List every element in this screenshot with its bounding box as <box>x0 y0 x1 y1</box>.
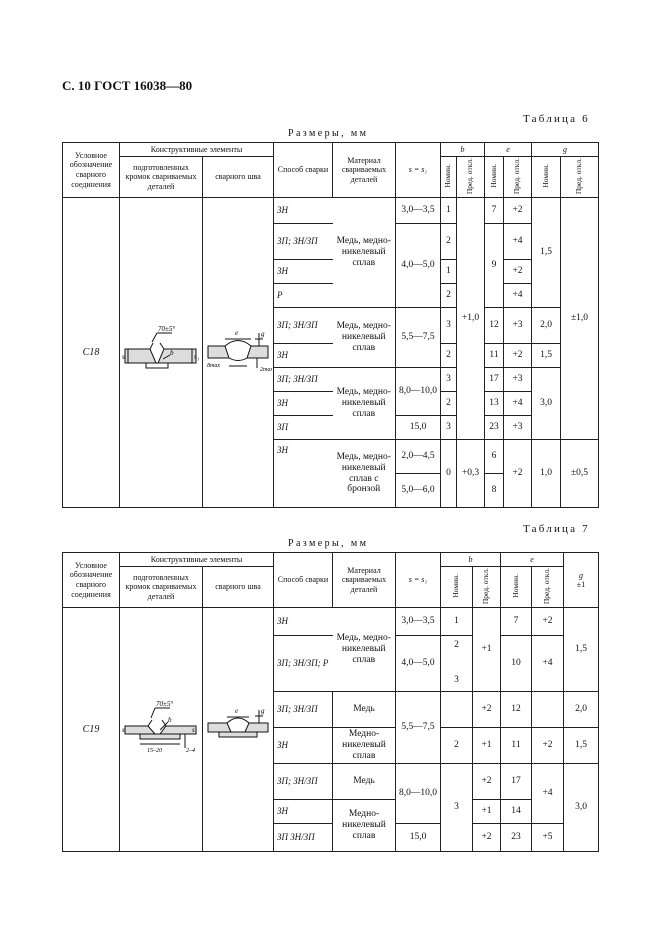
material-cell: Медь, медно-никелевый сплав <box>333 608 396 692</box>
material-cell: Медь, медно-никелевый сплав <box>333 368 396 440</box>
b-nom-cell: 3 <box>441 416 457 440</box>
b-dev-cell: +1 <box>473 608 501 692</box>
table6 <box>62 142 599 508</box>
s-cell: 3,0—3,5 <box>396 608 441 636</box>
e-nom-cell: 7 <box>501 608 532 636</box>
e-dev-cell: +2 <box>504 440 532 508</box>
col-method: Способ сварки <box>274 143 333 198</box>
col-g-nom: Номин. <box>540 163 550 188</box>
e-dev-cell: +4 <box>504 284 532 308</box>
g-nom-cell: 1,5 <box>532 198 561 308</box>
b-nom-cell: 3 <box>441 764 473 852</box>
sketch-prepared <box>120 608 203 852</box>
e-nom-cell: 10 <box>501 636 532 692</box>
s-cell: 5,5—7,5 <box>396 308 441 368</box>
g-nom-cell: 3,0 <box>532 368 561 440</box>
t-label: 2–4 <box>186 747 195 754</box>
e-nom-cell: 14 <box>501 800 532 824</box>
method-cell: ЗП; ЗН/ЗП <box>274 368 333 392</box>
e-nom-cell: 23 <box>501 824 532 852</box>
e-dev-cell: +4 <box>504 224 532 260</box>
b-nom-cell: 1 <box>441 198 457 224</box>
col-b: b <box>441 553 501 567</box>
e-dev-cell: +2 <box>532 728 564 764</box>
method-cell: ЗН <box>274 198 333 224</box>
e-nom-cell: 12 <box>501 692 532 728</box>
method-cell: ЗН <box>274 344 333 368</box>
b-nom-cell <box>441 692 473 728</box>
method-cell: ЗП; ЗН/ЗП <box>274 692 333 728</box>
col-e-nom: Номин. <box>488 163 498 188</box>
b-nom-3: 3 <box>454 674 459 685</box>
b-nom-cell: 2 <box>441 344 457 368</box>
g-cell: 1,5 <box>564 608 599 692</box>
s-cell: 4,0—5,0 <box>396 224 441 308</box>
e-dev-cell <box>532 692 564 728</box>
edge-prep-drawing <box>122 311 201 391</box>
col-g <box>564 553 599 608</box>
table7-caption: Таблица 7 <box>523 523 590 535</box>
b-dev-cell: +1 <box>473 728 501 764</box>
col-g-dev: ±1 <box>576 580 586 589</box>
e-nom-cell: 11 <box>485 344 504 368</box>
b-nom-2: 2 <box>454 640 459 650</box>
b-dev-cell: +2 <box>473 824 501 852</box>
col-b-nom: Номин. <box>443 163 453 188</box>
s-cell: 15,0 <box>396 416 441 440</box>
b-nom-cell: 2 <box>441 728 473 764</box>
b-dev-cell: +1 <box>473 800 501 824</box>
b-nom-cell: 0 <box>441 440 457 508</box>
e-nom-cell: 17 <box>485 368 504 392</box>
table6-caption: Таблица 6 <box>523 113 590 125</box>
s-cell: 15,0 <box>396 824 441 852</box>
s-cell: 5,0—6,0 <box>396 474 441 508</box>
method-cell: ЗП <box>274 416 333 440</box>
material-cell: Медно-никелевый сплав <box>333 800 396 852</box>
e-nom-cell: 7 <box>485 198 504 224</box>
g-dev-cell: ±1,0 <box>561 198 599 440</box>
weld-drawing <box>205 311 272 391</box>
b-nom-cell <box>441 636 473 692</box>
col-method: Способ сварки <box>274 553 333 608</box>
s1-label: s₁ <box>194 352 200 361</box>
method-cell: ЗП; ЗН/ЗП <box>274 308 333 344</box>
g-nom-cell: 1,5 <box>532 344 561 368</box>
bmax-label: 8max <box>207 362 220 369</box>
e-nom-cell: 23 <box>485 416 504 440</box>
method-cell: ЗН <box>274 260 333 284</box>
g-label: g <box>261 329 265 338</box>
g-nom-cell: 2,0 <box>532 308 561 344</box>
g-nom-cell: 1,0 <box>532 440 561 508</box>
material-cell: Медь <box>333 764 396 800</box>
e-nom-cell: 12 <box>485 308 504 344</box>
b-label: b <box>168 715 172 724</box>
col-designation: Условное обозначение сварного соединения <box>63 553 120 608</box>
gap-label: 15–20 <box>147 747 162 754</box>
col-g-letter: g <box>579 570 583 580</box>
g-label: g <box>261 706 265 715</box>
col-constructive: Конструктивные элементы <box>120 553 274 567</box>
angle-label: 70±5° <box>156 699 174 708</box>
method-cell: ЗН <box>274 800 333 824</box>
g-dev-cell: ±0,5 <box>561 440 599 508</box>
col-e: e <box>485 143 532 157</box>
b-nom-cell: 2 <box>441 392 457 416</box>
b-nom-cell: 2 <box>441 224 457 260</box>
b-dev-cell: +2 <box>473 692 501 728</box>
e-dev-cell: +2 <box>504 198 532 224</box>
col-material: Материал свариваемых деталей <box>333 553 396 608</box>
e-label: e <box>235 328 239 337</box>
sketch-prepared <box>120 198 203 508</box>
e-nom-cell: 11 <box>501 728 532 764</box>
e-nom-cell: 9 <box>485 224 504 308</box>
col-b: b <box>441 143 485 157</box>
col-s: s = s₁ <box>396 143 441 198</box>
method-cell: ЗП ЗН/ЗП <box>274 824 333 852</box>
e-dev-cell: +3 <box>504 308 532 344</box>
b-nom-cell: 3 <box>441 308 457 344</box>
method-cell: ЗП; ЗН/ЗП <box>274 224 333 260</box>
col-prepared: подготовленных кромок свариваемых деталей <box>120 157 203 198</box>
col-designation: Условное обозначение сварного соединения <box>63 143 120 198</box>
col-s: s = s₁ <box>396 553 441 608</box>
table7 <box>62 552 599 852</box>
b-dev-cell: +1,0 <box>457 198 485 440</box>
col-e-dev: Пред. откл. <box>512 157 522 194</box>
e-nom-cell: 13 <box>485 392 504 416</box>
e-label: e <box>235 706 239 715</box>
g-cell: 3,0 <box>564 764 599 852</box>
s-label: s <box>122 352 125 361</box>
conn-designation: C18 <box>63 198 120 508</box>
e-dev-cell: +2 <box>504 344 532 368</box>
e-dev-cell: +5 <box>532 824 564 852</box>
s-label: s <box>122 725 125 734</box>
g-cell: 2,0 <box>564 692 599 728</box>
material-cell: Медно-никелевый сплав <box>333 728 396 764</box>
gmax-label: 2max <box>260 366 272 373</box>
col-g: g <box>532 143 599 157</box>
s-cell: 2,0—4,5 <box>396 440 441 474</box>
col-g-dev: Пред. откл. <box>574 157 584 194</box>
e-dev-cell: +3 <box>504 368 532 392</box>
table6-dims: Размеры, мм <box>288 128 369 139</box>
method-cell: ЗП; ЗН/ЗП <box>274 764 333 800</box>
e-dev-cell: +3 <box>504 416 532 440</box>
col-b-nom: Номин. <box>451 573 461 598</box>
b-nom-cell: 2 <box>441 284 457 308</box>
col-weld: сварного шва <box>203 567 274 608</box>
col-prepared: подготовленных кромок свариваемых деталей <box>120 567 203 608</box>
col-b-dev: Пред. откл. <box>465 157 475 194</box>
s-cell: 8,0—10,0 <box>396 368 441 416</box>
g-cell: 1,5 <box>564 728 599 764</box>
page-header: С. 10 ГОСТ 16038—80 <box>62 78 193 93</box>
e-dev-cell: +2 <box>532 608 564 636</box>
weld-drawing <box>205 688 272 768</box>
col-e-dev: Пред. откл. <box>542 567 552 604</box>
table7-dims: Размеры, мм <box>288 538 369 549</box>
e-dev-cell: +4 <box>532 636 564 692</box>
method-cell: ЗН <box>274 728 333 764</box>
b-nom-cell: 1 <box>441 608 473 636</box>
s-cell: 8,0—10,0 <box>396 764 441 824</box>
e-dev-cell: +4 <box>504 392 532 416</box>
col-constructive: Конструктивные элементы <box>120 143 274 157</box>
col-material: Материал свариваемых деталей <box>333 143 396 198</box>
s-cell: 3,0—3,5 <box>396 198 441 224</box>
col-e: e <box>501 553 564 567</box>
method-cell: ЗН <box>274 608 333 636</box>
b-nom-cell: 3 <box>441 368 457 392</box>
e-dev-cell: +4 <box>532 764 564 824</box>
edge-prep-drawing <box>122 688 201 768</box>
b-dev-cell: +2 <box>473 764 501 800</box>
col-weld: сварного шва <box>203 157 274 198</box>
s-cell: 4,0—5,0 <box>396 636 441 692</box>
b-dev-cell: +0,3 <box>457 440 485 508</box>
b-nom-cell: 1 <box>441 260 457 284</box>
method-cell: ЗН <box>274 392 333 416</box>
e-nom-cell: 8 <box>485 474 504 508</box>
sketch-weld <box>203 198 274 508</box>
material-cell: Медь, медно-никелевый сплав с бронзой <box>333 440 396 508</box>
col-b-dev: Пред. откл. <box>481 567 491 604</box>
angle-label: 70±5° <box>158 324 176 333</box>
method-cell: ЗН <box>274 440 333 508</box>
sketch-weld <box>203 608 274 852</box>
material-cell: Медь <box>333 692 396 728</box>
material-cell: Медь, медно-никелевый сплав <box>333 198 396 308</box>
b-label: b <box>170 348 174 357</box>
e-nom-cell: 17 <box>501 764 532 800</box>
s1-label: s₁ <box>192 725 198 734</box>
method-cell: ЗП; ЗН/ЗП; Р <box>274 636 333 692</box>
material-cell: Медь, медно-никелевый сплав <box>333 308 396 368</box>
s-cell: 5,5—7,5 <box>396 692 441 764</box>
e-dev-cell: +2 <box>504 260 532 284</box>
conn-designation: C19 <box>63 608 120 852</box>
method-cell: Р <box>274 284 333 308</box>
e-nom-cell: 6 <box>485 440 504 474</box>
col-e-nom: Номин. <box>510 573 520 598</box>
